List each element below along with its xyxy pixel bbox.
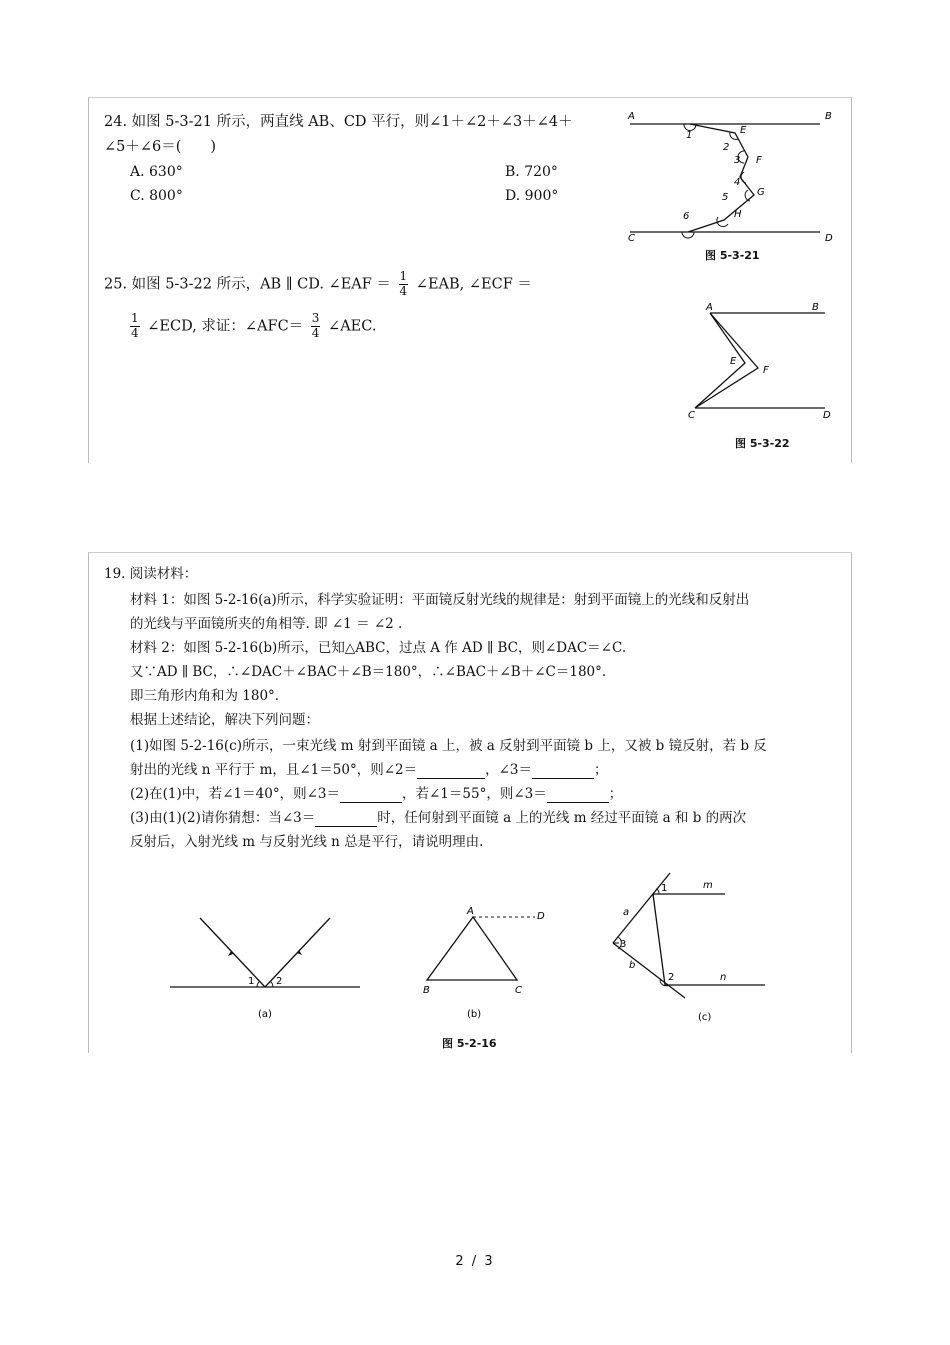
fig21-label-h: H [734,209,742,220]
answer-blank-angle3-case40[interactable] [340,788,402,803]
q25-stem-line2 [130,312,376,341]
figc-label-b: b [629,960,636,971]
figb-label: (b) [467,1009,482,1020]
frac-b-num: 1 [131,311,139,325]
fig22-label-c: C [688,410,695,421]
frac-b-den: 4 [131,325,139,340]
q24-option-c: C. 800° [130,188,183,204]
q19-line-3: 材料 2：如图 5-2-16(b)所示，已知△ABC，过点 A 作 AD ∥ BC，则∠DAC＝∠C. [130,640,627,656]
figc-label-m: m [703,880,713,891]
q24-option-b: B. 720° [505,164,558,180]
q24-stem-line2: ∠5＋∠6＝( ) [104,139,217,155]
q24-stem-line1: 24. 如图 5-3-21 所示，两直线 AB、CD 平行，则∠1＋∠2＋∠3＋∠4＋ [104,114,573,130]
figb-label-c: C [515,985,522,996]
page-number: 2 / 3 [455,1254,495,1269]
fig22-label-b: B [812,302,819,313]
figb-label-a: A [467,906,474,917]
fig21-label-a: A [628,111,635,122]
frac-a-num: 1 [399,269,408,283]
figa-label: (a) [258,1009,272,1020]
q2-text-c: ； [608,786,623,802]
fig21-label-d: D [825,233,833,244]
q19-line-5: 即三角形内角和为 180°. [130,688,280,704]
figc-label: (c) [698,1012,712,1023]
fig21-caption: 图 5-3-21 [705,249,760,262]
answer-blank-angle3-case55[interactable] [547,788,609,803]
q19-title: 19. 阅读材料： [104,566,198,582]
fig21-angle-1: 1 [686,130,693,141]
fig21-angle-5: 5 [722,192,729,203]
figc-angle-2: 2 [668,972,675,983]
figc-angle-3: 3 [620,939,627,950]
q19-line-7: (1)如图 5-2-16(c)所示，一束光线 m 射到平面镜 a 上，被 a 反射到平面镜 b 上，又被 b 镜反射，若 b 反 [130,738,767,754]
fig21-angle-3: 3 [734,155,741,166]
fig21-label-f: F [756,155,762,166]
figa-angle-2: 2 [276,976,283,987]
q25-part4: ∠AEC. [328,318,377,335]
q25-part3: ∠ECD, 求证：∠AFC＝ [147,318,304,335]
q19-line-2: 的光线与平面镜所夹的角相等. 即 ∠1 ＝ ∠2 . [130,616,403,632]
q25-fraction-c [311,312,321,341]
answer-blank-angle2[interactable] [417,764,485,779]
q19-line-6: 根据上述结论，解决下列问题： [130,712,319,728]
fig-5-2-16-caption: 图 5-2-16 [442,1037,497,1050]
fig21-label-b: B [825,111,832,122]
q1-text-c: ； [594,762,608,778]
q19-last-line: 反射后，入射光线 m 与反射光线 n 总是平行，请说明理由. [130,834,484,850]
figc-label-a: a [623,907,630,918]
q19-question1-line2 [130,764,608,779]
q2-text-b: ，若∠1＝55°，则∠3＝ [401,786,547,802]
q19-line-4: 又∵AD ∥ BC，∴∠DAC＋∠BAC＋∠B＝180°，∴∠BAC＋∠B＋∠C＝180°. [130,664,607,680]
q1-text-a: 射出的光线 n 平行于 m，且∠1＝50°，则∠2＝ [130,762,418,778]
figb-label-b: B [423,985,430,996]
fig21-angle-6: 6 [683,211,690,222]
fig21-label-c: C [628,233,635,244]
fig22-label-e: E [730,356,737,367]
frac-c-num: 3 [311,311,320,325]
fig22-caption: 图 5-3-22 [735,437,790,450]
fig22-label-a: A [706,302,713,313]
answer-blank-angle3[interactable] [532,764,594,779]
q2-text-a: (2)在(1)中，若∠1＝40°，则∠3＝ [130,786,340,802]
q24-option-a: A. 630° [130,164,183,180]
frac-c-den: 4 [311,325,320,340]
fig21-angle-2: 2 [723,142,730,153]
q24-option-d: D. 900° [505,188,559,204]
fig22-label-f: F [763,365,769,376]
figure-5-2-16-b [415,905,555,1020]
q19-question2 [130,788,622,803]
fig22-label-d: D [823,410,831,421]
figa-angle-1: 1 [248,976,255,987]
q25-fraction-a [399,270,409,299]
figure-5-3-21 [620,105,840,265]
q25-part1: 25. 如图 5-3-22 所示，AB ∥ CD. ∠EAF ＝ [104,276,391,293]
figure-5-2-16-c [605,868,775,1023]
q25-stem-line1 [104,270,532,299]
q25-fraction-b [130,312,140,341]
fig21-label-e: E [740,125,747,136]
answer-blank-angle3-guess[interactable] [315,812,377,827]
q19-question3 [130,812,746,827]
q3-text-b: 时，任何射到平面镜 a 上的光线 m 经过平面镜 a 和 b 的两次 [377,810,747,826]
q19-line-1: 材料 1：如图 5-2-16(a)所示，科学实验证明：平面镜反射光线的规律是：射到平面镜上的光线和反射出 [130,592,750,608]
figure-5-2-16-a [165,910,365,1020]
q1-text-b: ，∠3＝ [485,762,533,778]
q3-text-a: (3)由(1)(2)请你猜想：当∠3＝ [130,810,316,826]
figb-label-d: D [537,911,545,922]
figc-label-n: n [720,972,727,983]
figure-5-3-22 [680,298,840,428]
fig21-label-g: G [757,187,765,198]
figc-angle-1: 1 [661,883,668,894]
fig21-angle-4: 4 [734,177,741,188]
frac-a-den: 4 [399,283,408,298]
q25-part2: ∠EAB, ∠ECF ＝ [415,276,532,293]
